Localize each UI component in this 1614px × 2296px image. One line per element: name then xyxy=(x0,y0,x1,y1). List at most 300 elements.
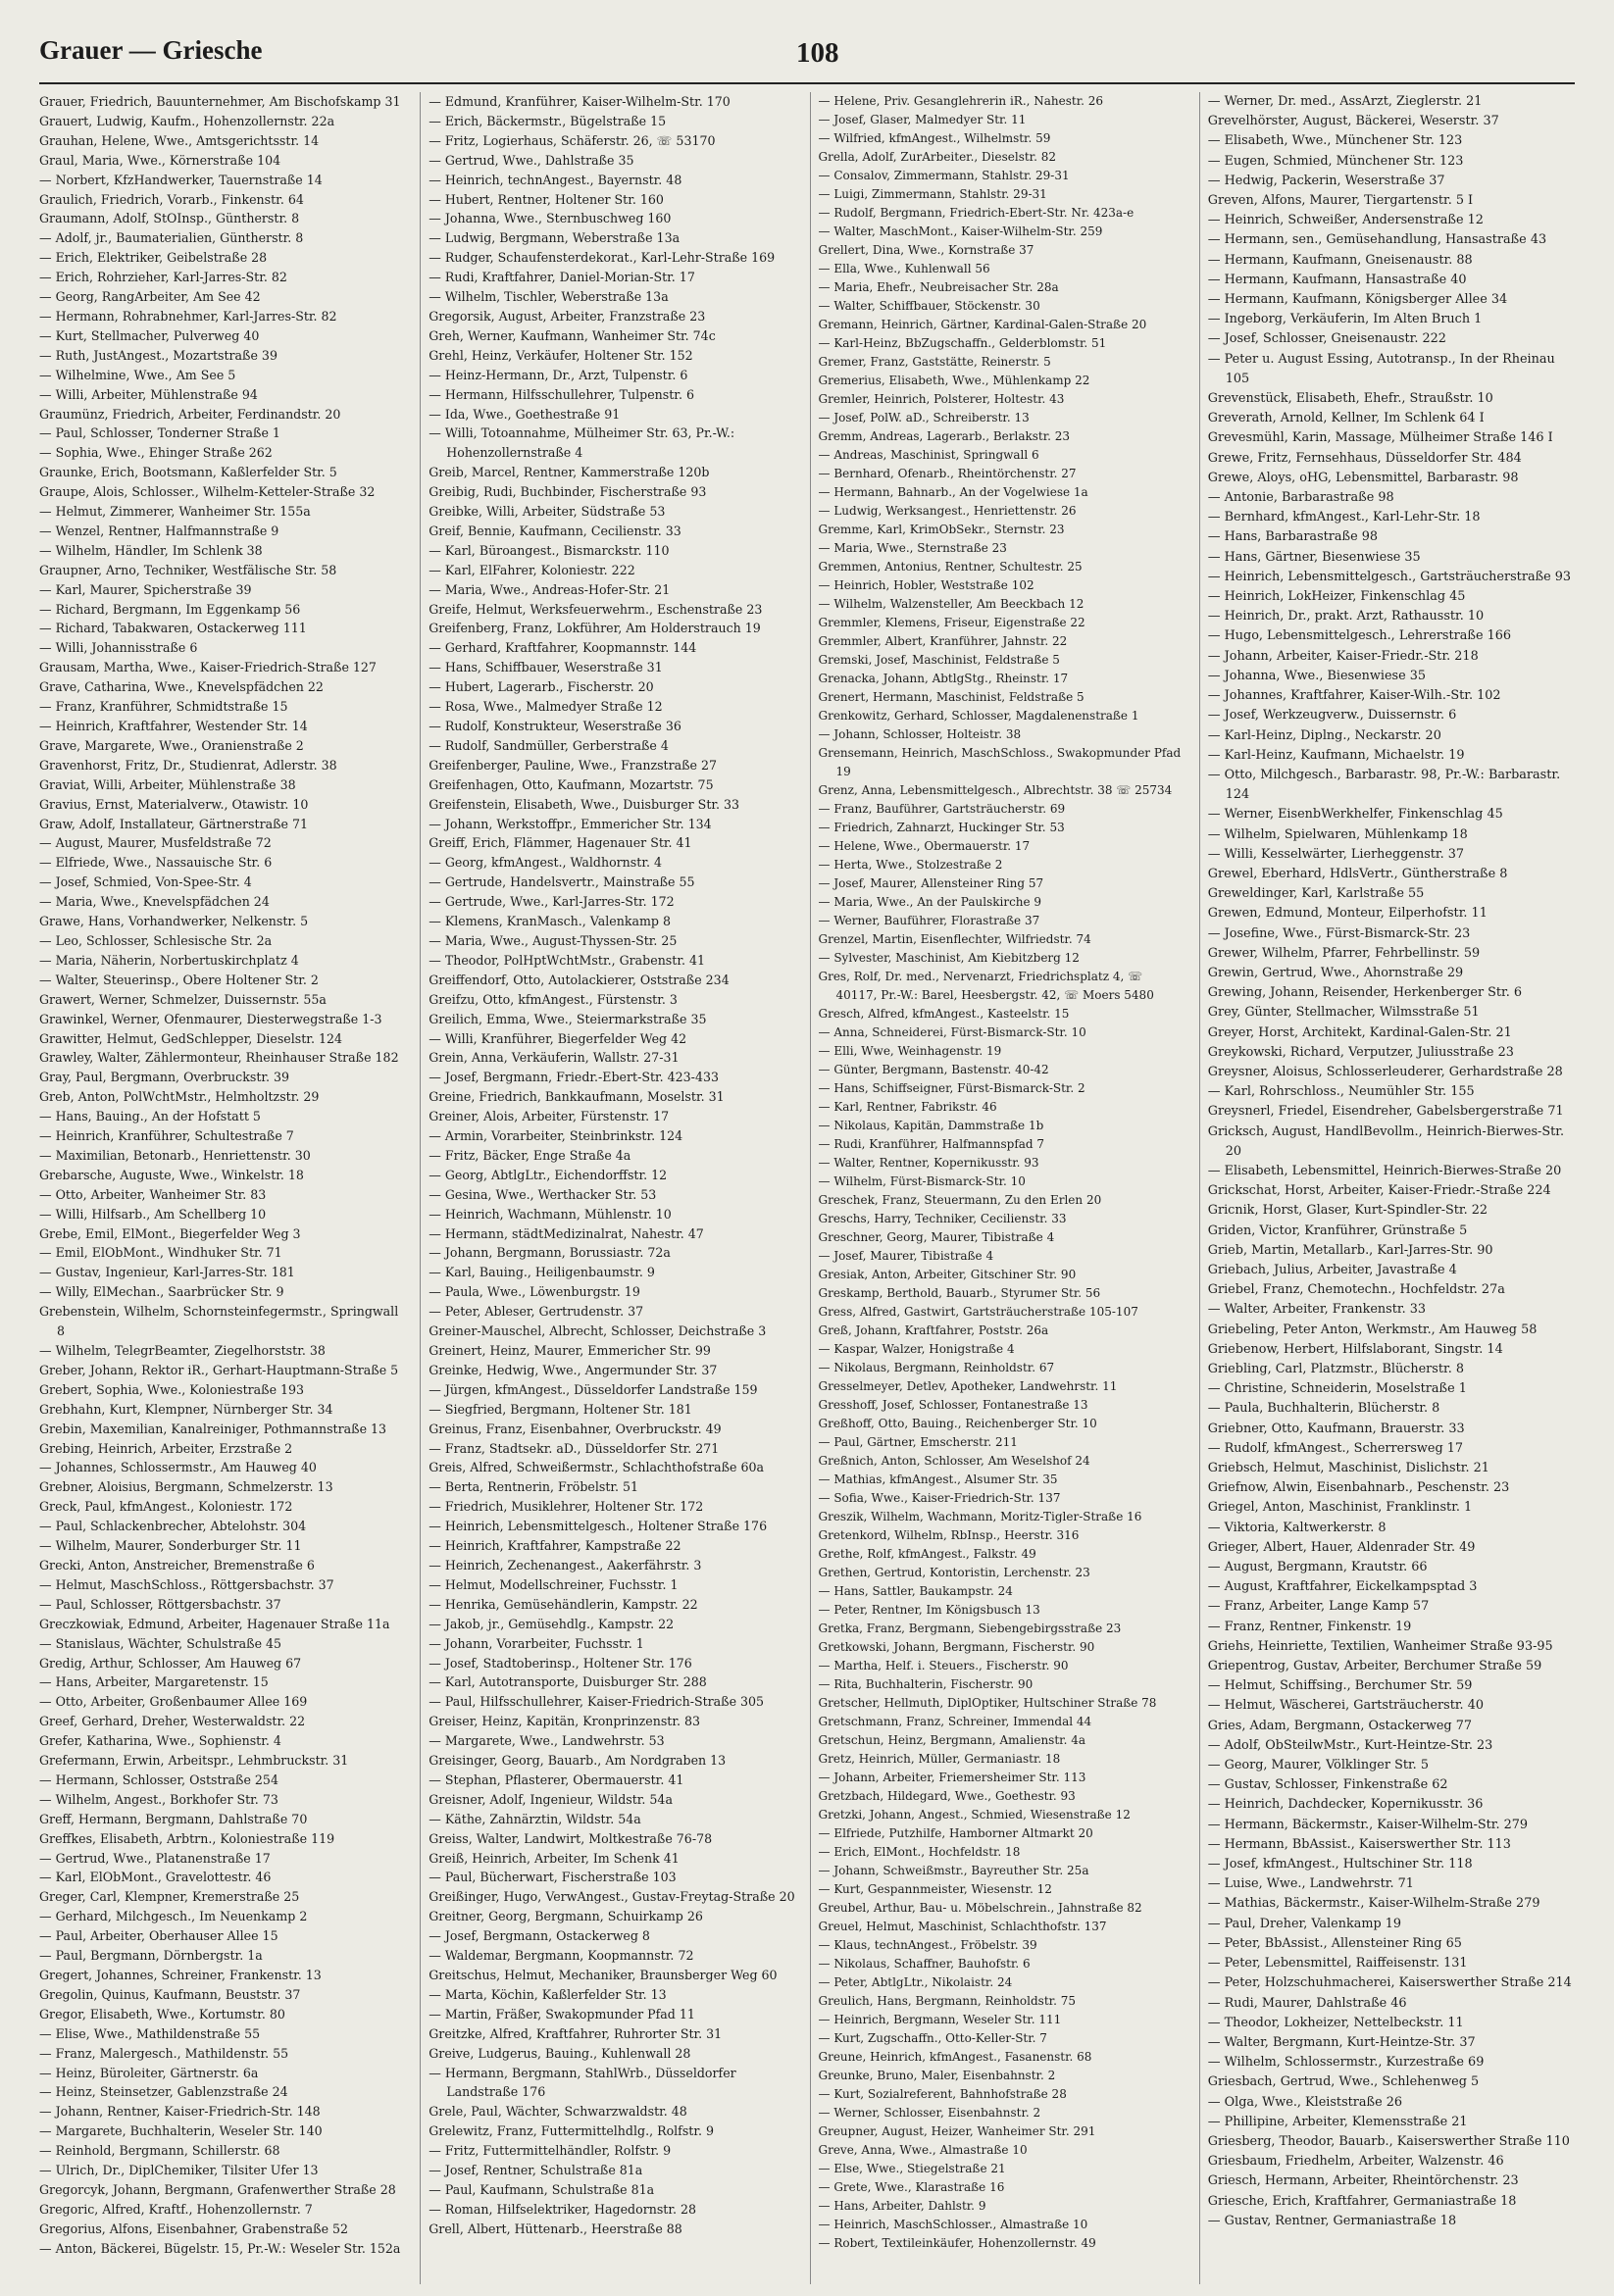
directory-entry: Graunke, Erich, Bootsmann, Kaßlerfelder Str. 5 xyxy=(39,465,337,480)
directory-entry: Grefer, Katharina, Wwe., Sophienstr. 4 xyxy=(39,1733,281,1749)
directory-entry: Greczkowiak, Edmund, Arbeiter, Hagenauer Straße 11a xyxy=(39,1616,390,1631)
directory-entry: Grauhan, Helene, Wwe., Amtsgerichtsstr. 14 xyxy=(39,132,320,148)
directory-entry: — Hermann, BbAssist., Kaiserswerther Str. 113 xyxy=(1207,1836,1511,1852)
directory-entry: — Karl, Maurer, Spicherstraße 39 xyxy=(39,581,252,597)
directory-entry: Grenzel, Martin, Eisenflechter, Wilfriedstr. 74 xyxy=(818,932,1091,946)
directory-entry: Grethen, Gertrud, Kontoristin, Lerchenstr. 23 xyxy=(818,1566,1090,1579)
directory-entry: Gravenhorst, Fritz, Dr., Studienrat, Adlerstr. 38 xyxy=(39,757,337,773)
directory-entry: — Peter, AbtlgLtr., Nikolaistr. 24 xyxy=(818,1975,1013,1989)
directory-entry: — Karl, Bauing., Heiligenbaumstr. 9 xyxy=(429,1265,655,1280)
directory-entry: — Walter, Schiffbauer, Stöckenstr. 30 xyxy=(818,299,1040,313)
directory-entry: Gremer, Franz, Gaststätte, Reinerstr. 5 xyxy=(818,355,1051,369)
directory-entry: Greschner, Georg, Maurer, Tibistraße 4 xyxy=(818,1230,1055,1244)
directory-entry: — Heinrich, Kraftfahrer, Kampstraße 22 xyxy=(429,1538,681,1554)
directory-entry: — Friedrich, Musiklehrer, Holtener Str. 172 xyxy=(429,1499,704,1515)
directory-entry: — Hans, Arbeiter, Margaretenstr. 15 xyxy=(39,1674,269,1690)
directory-entry: Greifenberger, Pauline, Wwe., Franzstraße 27 xyxy=(429,757,718,773)
directory-entry: Greife, Helmut, Werksfeuerwehrm., Eschenstraße 23 xyxy=(429,601,763,617)
directory-entry: Griesch, Hermann, Arbeiter, Rheintörchenstr. 23 xyxy=(1207,2173,1519,2189)
directory-entry: — Georg, AbtlgLtr., Eichendorffstr. 12 xyxy=(429,1167,668,1182)
directory-entry: — Otto, Milchgesch., Barbarastr. 98, Pr.-W.: Barbarastr. 124 xyxy=(1207,767,1561,803)
directory-entry: — Helmut, Modellschreiner, Fuchsstr. 1 xyxy=(429,1576,679,1592)
directory-entry: — Johanna, Wwe., Biesenwiese 35 xyxy=(1207,668,1427,683)
directory-entry: — Heinrich, Lebensmittelgesch., Holtener Straße 176 xyxy=(429,1519,768,1534)
directory-entry: — Grete, Wwe., Klarastraße 16 xyxy=(818,2180,1005,2194)
directory-entry: Gresch, Alfred, kfmAngest., Kasteelstr. 15 xyxy=(818,1007,1070,1021)
directory-entry: Grenert, Hermann, Maschinist, Feldstraße 5 xyxy=(818,690,1084,704)
directory-entry: Gresselmeyer, Detlev, Apotheker, Landwehrstr. 11 xyxy=(818,1379,1118,1393)
directory-entry: — Hans, Arbeiter, Dahlstr. 9 xyxy=(818,2199,986,2213)
directory-entry: — Heinrich, Zechenangest., Aakerfährstr. 3 xyxy=(429,1557,702,1572)
directory-entry: — Hedwig, Packerin, Weserstraße 37 xyxy=(1207,173,1445,188)
directory-entry: Griebach, Julius, Arbeiter, Javastraße 4 xyxy=(1207,1262,1457,1277)
directory-entry: — Georg, kfmAngest., Waldhornstr. 4 xyxy=(429,855,662,871)
directory-entry: Greubel, Arthur, Bau- u. Möbelschrein., Jahnstraße 82 xyxy=(818,1901,1142,1915)
directory-entry: — Franz, Malergesch., Mathildenstr. 55 xyxy=(39,2045,289,2061)
directory-entry: — Gertrud, Wwe., Dahlstraße 35 xyxy=(429,152,634,168)
directory-entry: — Hermann, Bahnarb., An der Vogelwiese 1a xyxy=(818,485,1088,499)
directory-entry: — Wilhelm, TelegrBeamter, Ziegelhorststr. 38 xyxy=(39,1343,326,1358)
directory-entry: — Helene, Wwe., Obermauerstr. 17 xyxy=(818,839,1031,853)
directory-entry: — Hermann, städtMedizinalrat, Nahestr. 47 xyxy=(429,1225,704,1241)
directory-entry: — Stanislaus, Wächter, Schulstraße 45 xyxy=(39,1635,282,1651)
directory-entry: — Kurt, Stellmacher, Pulverweg 40 xyxy=(39,327,260,343)
directory-entry: Grebhahn, Kurt, Klempner, Nürnberger Str. 34 xyxy=(39,1401,333,1417)
directory-entry: — Fritz, Bäcker, Enge Straße 4a xyxy=(429,1147,631,1163)
directory-entry: Greven, Alfons, Maurer, Tiergartenstr. 5 I xyxy=(1207,193,1474,209)
directory-entry: — Werner, Schlosser, Eisenbahnstr. 2 xyxy=(818,2106,1041,2120)
page-header xyxy=(39,35,1579,75)
directory-entry: — Helmut, Zimmerer, Wanheimer Str. 155a xyxy=(39,504,311,520)
directory-entry: Grieb, Martin, Metallarb., Karl-Jarres-Str. 90 xyxy=(1207,1242,1493,1258)
directory-entry: — Martha, Helf. i. Steuers., Fischerstr. 90 xyxy=(818,1659,1069,1672)
directory-entry: — Gerhard, Milchgesch., Im Neuenkamp 2 xyxy=(39,1909,308,1924)
directory-entry: — Antonie, Barbarastraße 98 xyxy=(1207,490,1394,506)
directory-entry: — Josefine, Wwe., Fürst-Bismarck-Str. 23 xyxy=(1207,925,1471,941)
directory-entry: — Wilhelm, Tischler, Weberstraße 13a xyxy=(429,289,669,305)
directory-entry: Grele, Paul, Wächter, Schwarzwaldstr. 48 xyxy=(429,2104,687,2120)
directory-entry: — Kurt, Gespannmeister, Wiesenstr. 12 xyxy=(818,1882,1052,1896)
directory-entry: Greck, Paul, kfmAngest., Koloniestr. 172 xyxy=(39,1499,293,1515)
directory-entry: Gregoric, Alfred, Kraftf., Hohenzollernstr. 7 xyxy=(39,2201,313,2217)
directory-entry: — Elise, Wwe., Mathildenstraße 55 xyxy=(39,2025,261,2041)
directory-entry: Greunke, Bruno, Maler, Eisenbahnstr. 2 xyxy=(818,2069,1056,2082)
directory-entry: Greive, Ludgerus, Bauing., Kuhlenwall 28 xyxy=(429,2045,691,2061)
directory-entry: Grein, Anna, Verkäuferin, Wallstr. 27-31 xyxy=(429,1050,680,1066)
directory-entry: Graumünz, Friedrich, Arbeiter, Ferdinandstr. 20 xyxy=(39,406,341,422)
directory-entry: Greßnich, Anton, Schlosser, Am Weselshof 24 xyxy=(818,1454,1090,1468)
directory-entry: Gremme, Karl, KrimObSekr., Sternstr. 23 xyxy=(818,523,1065,536)
directory-entry: Grewin, Gertrud, Wwe., Ahornstraße 29 xyxy=(1207,965,1464,980)
directory-entry: — Ida, Wwe., Goethestraße 91 xyxy=(429,406,621,422)
directory-entry: — Peter, BbAssist., Allensteiner Ring 65 xyxy=(1207,1935,1462,1951)
directory-entry: — Theodor, Lokheizer, Nettelbeckstr. 11 xyxy=(1207,2015,1464,2030)
directory-entry: Greiff, Erich, Flämmer, Hagenauer Str. 41 xyxy=(429,835,692,851)
directory-entry: — Hermann, Kaufmann, Gneisenaustr. 88 xyxy=(1207,252,1473,268)
directory-entry: — Fritz, Futtermittelhändler, Rolfstr. 9 xyxy=(429,2143,672,2159)
directory-entry: — Siegfried, Bergmann, Holtener Str. 181 xyxy=(429,1401,692,1417)
directory-entry: — Walter, Bergmann, Kurt-Heintze-Str. 37 xyxy=(1207,2034,1476,2050)
directory-entry: Griegel, Anton, Maschinist, Franklinstr. 1 xyxy=(1207,1500,1473,1516)
directory-entry: — Berta, Rentnerin, Fröbelstr. 51 xyxy=(429,1479,639,1495)
directory-entry: — Franz, Bauführer, Gartsträucherstr. 69 xyxy=(818,802,1066,816)
directory-entry: — Hermann, Bäckermstr., Kaiser-Wilhelm-Str. 279 xyxy=(1207,1817,1529,1832)
directory-entry: — Hans, Schiffseigner, Fürst-Bismarck-Str. 2 xyxy=(818,1081,1085,1095)
directory-entry: — Maria, Wwe., August-Thyssen-Str. 25 xyxy=(429,932,678,948)
directory-entry: — Walter, MaschMont., Kaiser-Wilhelm-Str. 259 xyxy=(818,225,1103,238)
directory-entry: — Karl-Heinz, BbZugschaffn., Gelderblomstr. 51 xyxy=(818,336,1107,350)
directory-entry: — Walter, Rentner, Kopernikusstr. 93 xyxy=(818,1156,1039,1170)
directory-entry: — Hermann, Kaufmann, Hansastraße 40 xyxy=(1207,272,1467,287)
directory-entry: — Hans, Schiffbauer, Weserstraße 31 xyxy=(429,660,663,675)
directory-entry: Greuel, Helmut, Maschinist, Schlachthofstr. 137 xyxy=(818,1920,1107,1933)
directory-entry: Grebe, Emil, ElMont., Biegerfelder Weg 3 xyxy=(39,1225,301,1241)
directory-entry: — Emil, ElObMont., Windhuker Str. 71 xyxy=(39,1245,282,1261)
directory-entry: — Karl, Rohrschloss., Neumühler Str. 155 xyxy=(1207,1084,1475,1100)
directory-entry: — Maria, Wwe., An der Paulskirche 9 xyxy=(818,895,1042,909)
directory-entry: Greilich, Emma, Wwe., Steiermarkstraße 35 xyxy=(429,1011,707,1026)
directory-entry: — Robert, Textileinkäufer, Hohenzollernstr. 49 xyxy=(818,2236,1096,2250)
directory-entry: Gremann, Heinrich, Gärtner, Kardinal-Galen-Straße 20 xyxy=(818,318,1147,331)
directory-entry: — Peter u. August Essing, Autotransp., In der Rheinau 105 xyxy=(1207,351,1555,386)
directory-entry: — Kaspar, Walzer, Honigstraße 4 xyxy=(818,1342,1015,1356)
directory-entry: — Phillipine, Arbeiter, Klemensstraße 21 xyxy=(1207,2114,1468,2129)
directory-entry: — Rudolf, Bergmann, Friedrich-Ebert-Str. Nr. 423a-e xyxy=(818,206,1135,220)
directory-entry: — Helmut, Wäscherei, Gartsträucherstr. 40 xyxy=(1207,1698,1484,1714)
directory-entry: Grebin, Maxemilian, Kanalreiniger, Pothmannstraße 13 xyxy=(39,1421,387,1436)
directory-entry: Grevelhörster, August, Bäckerei, Weserstr. 37 xyxy=(1207,114,1499,129)
directory-entry: — Hermann, Bergmann, StahlWrb., Düsseldorfer Landstraße 176 xyxy=(429,2065,736,2100)
directory-entry: — Johannes, Kraftfahrer, Kaiser-Wilh.-Str. 102 xyxy=(1207,688,1501,704)
directory-entry: Gregert, Johannes, Schreiner, Frankenstr. 13 xyxy=(39,1968,322,1982)
directory-entry: Griden, Victor, Kranführer, Grünstraße 5 xyxy=(1207,1223,1468,1238)
directory-entry: Greß, Johann, Kraftfahrer, Poststr. 26a xyxy=(818,1323,1049,1337)
directory-entry: Greupner, August, Heizer, Wanheimer Str. 291 xyxy=(818,2124,1096,2138)
directory-entry: — Elfriede, Putzhilfe, Hamborner Altmarkt 20 xyxy=(818,1826,1093,1840)
directory-entry: Greiner-Mauschel, Albrecht, Schlosser, Deichstraße 3 xyxy=(429,1323,767,1339)
page-number: 108 xyxy=(796,37,839,69)
directory-entry: — Klemens, KranMasch., Valenkamp 8 xyxy=(429,914,671,929)
directory-entry: — Willi, Arbeiter, Mühlenstraße 94 xyxy=(39,386,258,402)
directory-entry: — Johann, Arbeiter, Kaiser-Friedr.-Str. 218 xyxy=(1207,648,1479,664)
directory-entry: — Franz, Stadtsekr. aD., Düsseldorfer Str. 271 xyxy=(429,1440,720,1456)
directory-entry: — Nikolaus, Bergmann, Reinholdstr. 67 xyxy=(818,1361,1055,1374)
directory-entry: Gregorius, Alfons, Eisenbahner, Grabenstraße 52 xyxy=(39,2221,349,2236)
directory-entry: Gretschmann, Franz, Schreiner, Immendal 44 xyxy=(818,1715,1092,1728)
directory-entry: Greitschus, Helmut, Mechaniker, Braunsberger Weg 60 xyxy=(429,1968,778,1982)
directory-entry: — Karl, Büroangest., Bismarckstr. 110 xyxy=(429,542,670,558)
directory-entry: Greiser, Heinz, Kapitän, Kronprinzenstr. 83 xyxy=(429,1714,701,1729)
directory-entry: Greifenhagen, Otto, Kaufmann, Mozartstr. 75 xyxy=(429,776,714,792)
directory-entry: — Viktoria, Kaltwerkerstr. 8 xyxy=(1207,1520,1387,1535)
directory-entry: — Heinrich, technAngest., Bayernstr. 48 xyxy=(429,172,682,187)
directory-entry: — Henrika, Gemüsehändlerin, Kampstr. 22 xyxy=(429,1596,698,1612)
directory-entry: — Erich, ElMont., Hochfeldstr. 18 xyxy=(818,1845,1021,1859)
directory-entry: Griepentrog, Gustav, Arbeiter, Berchumer Straße 59 xyxy=(1207,1659,1542,1674)
directory-entry: — Johann, Werkstoffpr., Emmericher Str. 134 xyxy=(429,816,712,831)
directory-entry: Greschek, Franz, Steuermann, Zu den Erlen 20 xyxy=(818,1193,1102,1207)
directory-entry: — Franz, Kranführer, Schmidtstraße 15 xyxy=(39,699,288,715)
directory-entry: — Werner, EisenbWerkhelfer, Finkenschlag 45 xyxy=(1207,807,1503,823)
directory-entry: — Heinrich, LokHeizer, Finkenschlag 45 xyxy=(1207,589,1466,605)
directory-entry: Greysner, Aloisus, Schlosserleuderer, Gerhardstraße 28 xyxy=(1207,1064,1563,1079)
directory-entry: — Willi, Hilfsarb., Am Schellberg 10 xyxy=(39,1206,267,1222)
directory-entry: Greb, Anton, PolWchtMstr., Helmholtzstr. 29 xyxy=(39,1089,320,1105)
directory-entry: — Karl, Autotransporte, Duisburger Str. 288 xyxy=(429,1674,707,1690)
column-4 xyxy=(1199,92,1575,2284)
directory-entry: — Josef, Stadtoberinsp., Holtener Str. 176 xyxy=(429,1655,692,1671)
directory-entry: — Gesina, Wwe., Werthacker Str. 53 xyxy=(429,1186,657,1202)
directory-entry: — Rudolf, Konstrukteur, Weserstraße 36 xyxy=(429,719,681,733)
directory-entry: — Gerhard, Kraftfahrer, Koopmannstr. 144 xyxy=(429,640,697,656)
directory-entry: Gremerius, Elisabeth, Wwe., Mühlenkamp 22 xyxy=(818,374,1090,387)
directory-entry: Grewe, Aloys, oHG, Lebensmittel, Barbarastr. 98 xyxy=(1207,470,1519,485)
directory-entry: — Mathias, Bäckermstr., Kaiser-Wilhelm-Straße 279 xyxy=(1207,1896,1540,1912)
directory-entry: Grawley, Walter, Zählermonteur, Rheinhauser Straße 182 xyxy=(39,1050,399,1066)
directory-entry: — Elisabeth, Lebensmittel, Heinrich-Bierwes-Straße 20 xyxy=(1207,1163,1562,1178)
directory-entry: Greef, Gerhard, Dreher, Westerwaldstr. 22 xyxy=(39,1714,306,1729)
directory-entry: Grenacka, Johann, AbtlgStg., Rheinstr. 17 xyxy=(818,672,1069,685)
directory-entry: Griesbaum, Friedhelm, Arbeiter, Walzenstr. 46 xyxy=(1207,2154,1504,2170)
directory-entry: Grebner, Aloisius, Bergmann, Schmelzerstr. 13 xyxy=(39,1479,333,1495)
directory-entry: — Hans, Sattler, Baukampstr. 24 xyxy=(818,1584,1013,1598)
directory-entry: — Wenzel, Rentner, Halfmannstraße 9 xyxy=(39,523,279,538)
directory-entry: Grauer, Friedrich, Bauunternehmer, Am Bischofskamp 31 xyxy=(39,94,401,109)
directory-entry: — Maria, Näherin, Norbertuskirchplatz 4 xyxy=(39,952,299,968)
directory-entry: — Adolf, jr., Baumaterialien, Güntherstr. 8 xyxy=(39,230,304,246)
directory-entry: — Karl, ElObMont., Gravelottestr. 46 xyxy=(39,1870,272,1885)
directory-entry: — Käthe, Zahnärztin, Wildstr. 54a xyxy=(429,1811,641,1826)
directory-entry: Greykowski, Richard, Verputzer, Juliusstraße 23 xyxy=(1207,1044,1514,1060)
directory-entry: — Hermann, Schlosser, Oststraße 254 xyxy=(39,1772,278,1787)
directory-entry: Graulich, Friedrich, Vorarb., Finkenstr. 64 xyxy=(39,191,304,207)
directory-entry: — Erich, Elektriker, Geibelstraße 28 xyxy=(39,250,268,266)
directory-entry: — Willi, Kranführer, Biegerfelder Weg 42 xyxy=(429,1030,687,1046)
directory-entry: — Fritz, Logierhaus, Schäferstr. 26, ☏ 53170 xyxy=(429,132,716,148)
directory-entry: — Heinrich, Hobler, Weststraße 102 xyxy=(818,578,1034,592)
directory-entry: Gretkowski, Johann, Bergmann, Fischerstr. 90 xyxy=(818,1640,1095,1654)
directory-entry: Greszik, Wilhelm, Wachmann, Moritz-Tigler-Straße 16 xyxy=(818,1510,1142,1523)
directory-entry: — Paul, Arbeiter, Oberhauser Allee 15 xyxy=(39,1928,278,1944)
directory-entry: — Josef, PolW. aD., Schreiberstr. 13 xyxy=(818,411,1030,424)
directory-entry: — Josef, Schmied, Von-Spee-Str. 4 xyxy=(39,874,252,890)
directory-entry: — Helene, Priv. Gesanglehrerin iR., Nahestr. 26 xyxy=(818,94,1104,108)
header-rule xyxy=(39,82,1575,84)
directory-entry: Grevenstück, Elisabeth, Ehefr., Straußstr. 10 xyxy=(1207,391,1493,407)
directory-entry: Griesbach, Gertrud, Wwe., Schlehenweg 5 xyxy=(1207,2074,1480,2090)
directory-entry: — Maria, Wwe., Andreas-Hofer-Str. 21 xyxy=(429,581,671,597)
directory-entry: — Martin, Fräßer, Swakopmunder Pfad 11 xyxy=(429,2006,695,2021)
directory-entry: Greibig, Rudi, Buchbinder, Fischerstraße 93 xyxy=(429,484,707,500)
directory-entry: — Maria, Ehefr., Neubreisacher Str. 28a xyxy=(818,280,1059,294)
directory-entry: — Erich, Bäckermstr., Bügelstraße 15 xyxy=(429,113,667,128)
directory-entry: — Heinz, Steinsetzer, Gablenzstraße 24 xyxy=(39,2084,288,2100)
directory-entry: — Luigi, Zimmermann, Stahlstr. 29-31 xyxy=(818,187,1047,201)
directory-entry: — Maximilian, Betonarb., Henriettenstr. 30 xyxy=(39,1147,311,1163)
directory-entry: — Rudger, Schaufensterdekorat., Karl-Lehr-Straße 169 xyxy=(429,250,776,266)
directory-entry: Greiss, Walter, Landwirt, Moltkestraße 76-78 xyxy=(429,1830,713,1846)
directory-entry: — Jakob, jr., Gemüsehdlg., Kampstr. 22 xyxy=(429,1616,675,1631)
directory-entry: Griebenow, Herbert, Hilfslaborant, Singstr. 14 xyxy=(1207,1341,1503,1357)
directory-entry: Gredig, Arthur, Schlosser, Am Hauweg 67 xyxy=(39,1655,302,1671)
directory-entry: Gregorsik, August, Arbeiter, Franzstraße 23 xyxy=(429,308,706,324)
directory-entry: — Hubert, Lagerarb., Fischerstr. 20 xyxy=(429,679,654,695)
directory-entry: Gretzki, Johann, Angest., Schmied, Wiesenstraße 12 xyxy=(818,1808,1131,1822)
directory-entry: — Wilfried, kfmAngest., Wilhelmstr. 59 xyxy=(818,131,1051,145)
directory-entry: — Rudi, Kranführer, Halfmannspfad 7 xyxy=(818,1137,1045,1151)
directory-entry: Gravius, Ernst, Materialverw., Otawistr. 10 xyxy=(39,796,309,812)
directory-entry: — Elli, Wwe, Weinhagenstr. 19 xyxy=(818,1044,1002,1058)
directory-entry: — Karl-Heinz, Diplng., Neckarstr. 20 xyxy=(1207,727,1441,743)
directory-entry: Gres, Rolf, Dr. med., Nervenarzt, Friedrichsplatz 4, ☏ 40117, Pr.-W.: Barel, Heesbergstr. 42, ☏ Moers 5480 xyxy=(818,970,1154,1002)
directory-entry: — Sofia, Wwe., Kaiser-Friedrich-Str. 137 xyxy=(818,1491,1061,1505)
column-3 xyxy=(810,92,1185,2284)
directory-entry: — Ruth, JustAngest., Mozartstraße 39 xyxy=(39,347,277,363)
directory-entry: Graw, Adolf, Installateur, Gärtnerstraße 71 xyxy=(39,816,308,831)
directory-entry: — Josef, Maurer, Tibistraße 4 xyxy=(818,1249,994,1263)
directory-entry: — Ella, Wwe., Kuhlenwall 56 xyxy=(818,262,990,275)
directory-entry: Grewe, Fritz, Fernsehhaus, Düsseldorfer Str. 484 xyxy=(1207,450,1522,466)
directory-entry: Greffkes, Elisabeth, Arbtrn., Koloniestraße 119 xyxy=(39,1830,335,1846)
directory-entry: — Ingeborg, Verkäuferin, Im Alten Bruch 1 xyxy=(1207,312,1483,327)
directory-entry: Grickschat, Horst, Arbeiter, Kaiser-Friedr.-Straße 224 xyxy=(1207,1183,1551,1199)
directory-entry: — Georg, Maurer, Völklinger Str. 5 xyxy=(1207,1758,1429,1773)
directory-entry: — Josef, kfmAngest., Hultschiner Str. 118 xyxy=(1207,1857,1473,1872)
directory-entry: — Leo, Schlosser, Schlesische Str. 2a xyxy=(39,932,273,948)
directory-entry: Grebarsche, Auguste, Wwe., Winkelstr. 18 xyxy=(39,1167,304,1182)
directory-entry: — Paul, Bergmann, Dörnbergstr. 1a xyxy=(39,1948,263,1964)
directory-entry: — Heinz-Hermann, Dr., Arzt, Tulpenstr. 6 xyxy=(429,367,688,382)
directory-entry: — Willy, ElMechan., Saarbrücker Str. 9 xyxy=(39,1284,284,1300)
directory-entry: Greine, Friedrich, Bankkaufmann, Moselstr. 31 xyxy=(429,1089,725,1105)
directory-entry: — August, Bergmann, Krautstr. 66 xyxy=(1207,1560,1428,1575)
directory-entry: Grehl, Heinz, Verkäufer, Holtener Str. 152 xyxy=(429,347,693,363)
directory-entry: Grell, Albert, Hüttenarb., Heerstraße 88 xyxy=(429,2221,682,2236)
directory-entry: Griesberg, Theodor, Bauarb., Kaiserswerther Straße 110 xyxy=(1207,2133,1570,2149)
directory-entry: — Hermann, Kaufmann, Königsberger Allee 34 xyxy=(1207,292,1508,308)
directory-entry: — Peter, Ableser, Gertrudenstr. 37 xyxy=(429,1304,644,1320)
directory-entry: — Hugo, Lebensmittelgesch., Lehrerstraße 166 xyxy=(1207,628,1512,644)
directory-entry: — Johannes, Schlossermstr., Am Hauweg 40 xyxy=(39,1460,317,1475)
directory-entry: — Heinrich, Dr., prakt. Arzt, Rathausstr. 10 xyxy=(1207,609,1485,624)
directory-entry: — Norbert, KfzHandwerker, Tauernstraße 14 xyxy=(39,172,323,187)
directory-entry: Greweldinger, Karl, Karlstraße 55 xyxy=(1207,886,1425,902)
directory-entry: Grey, Günter, Stellmacher, Wilmsstraße 51 xyxy=(1207,1005,1480,1021)
directory-entry: — Johann, Schlosser, Holteistr. 38 xyxy=(818,727,1022,741)
directory-entry: — Luise, Wwe., Landwehrstr. 71 xyxy=(1207,1876,1414,1892)
directory-entry: Greif, Bennie, Kaufmann, Cecilienstr. 33 xyxy=(429,523,681,538)
directory-entry: — Gertrude, Wwe., Karl-Jarres-Str. 172 xyxy=(429,894,675,910)
directory-entry: — Josef, Rentner, Schulstraße 81a xyxy=(429,2163,643,2178)
directory-entry: Graupner, Arno, Techniker, Westfälische Str. 58 xyxy=(39,562,337,577)
directory-entry: — Stephan, Pflasterer, Obermauerstr. 41 xyxy=(429,1772,684,1787)
directory-entry: — Rudi, Kraftfahrer, Daniel-Morian-Str. 17 xyxy=(429,270,695,285)
directory-entry: — Mathias, kfmAngest., Alsumer Str. 35 xyxy=(818,1472,1058,1486)
directory-entry: — August, Kraftfahrer, Eickelkampsptad 3 xyxy=(1207,1579,1478,1595)
directory-entry: Gries, Adam, Bergmann, Ostackerweg 77 xyxy=(1207,1718,1472,1733)
directory-entry: — Waldemar, Bergmann, Koopmannstr. 72 xyxy=(429,1948,694,1964)
directory-entry: Gress, Alfred, Gastwirt, Gartsträucherstraße 105-107 xyxy=(818,1305,1138,1319)
directory-entry: — Willi, Kesselwärter, Lierheggenstr. 37 xyxy=(1207,846,1465,862)
directory-entry: Gricksch, August, HandlBevollm., Heinrich-Bierwes-Str. 20 xyxy=(1207,1123,1565,1159)
directory-entry: — Heinz, Büroleiter, Gärtnerstr. 6a xyxy=(39,2065,259,2080)
directory-entry: — Gustav, Ingenieur, Karl-Jarres-Str. 181 xyxy=(39,1265,295,1280)
directory-entry: — Reinhold, Bergmann, Schillerstr. 68 xyxy=(39,2143,280,2159)
directory-entry: — Else, Wwe., Stiegelstraße 21 xyxy=(818,2162,1006,2175)
directory-entry: — Wilhelm, Maurer, Sonderburger Str. 11 xyxy=(39,1538,302,1554)
directory-entry: Greune, Heinrich, kfmAngest., Fasanenstr. 68 xyxy=(818,2050,1092,2064)
directory-entry: — Nikolaus, Kapitän, Dammstraße 1b xyxy=(818,1119,1044,1132)
directory-entry: Greysnerl, Friedel, Eisendreher, Gabelsbergerstraße 71 xyxy=(1207,1104,1564,1120)
directory-entry: Graviat, Willi, Arbeiter, Mühlenstraße 38 xyxy=(39,776,296,792)
directory-entry: — Friedrich, Zahnarzt, Huckinger Str. 53 xyxy=(818,821,1065,834)
directory-entry: — Wilhelm, Angest., Borkhofer Str. 73 xyxy=(39,1791,278,1807)
directory-entry: — Nikolaus, Schaffner, Bauhofstr. 6 xyxy=(818,1957,1031,1971)
directory-entry: Greve, Anna, Wwe., Almastraße 10 xyxy=(818,2143,1028,2157)
directory-entry: — August, Maurer, Musfeldstraße 72 xyxy=(39,835,272,851)
directory-entry: Gretschun, Heinz, Bergmann, Amalienstr. 4a xyxy=(818,1733,1086,1747)
directory-entry: — Herta, Wwe., Stolzestraße 2 xyxy=(818,858,1003,872)
directory-entry: — Jürgen, kfmAngest., Düsseldorfer Landstraße 159 xyxy=(429,1381,758,1397)
directory-entry: — Olga, Wwe., Kleiststraße 26 xyxy=(1207,2094,1402,2110)
directory-entry: — Georg, RangArbeiter, Am See 42 xyxy=(39,289,261,305)
directory-entry: Grefermann, Erwin, Arbeitspr., Lehmbruckstr. 31 xyxy=(39,1753,349,1769)
directory-entry: Grenkowitz, Gerhard, Schlosser, Magdalenenstraße 1 xyxy=(818,709,1139,723)
directory-entry: — Johann, Arbeiter, Friemersheimer Str. 113 xyxy=(818,1771,1086,1784)
directory-entry: — Wilhelm, Händler, Im Schlenk 38 xyxy=(39,542,263,558)
directory-entry: — Roman, Hilfselektriker, Hagedornstr. 28 xyxy=(429,2201,697,2217)
directory-entry: — Armin, Vorarbeiter, Steinbrinkstr. 124 xyxy=(429,1128,683,1144)
directory-entry: — Peter, Holzschuhmacherei, Kaiserswerther Straße 214 xyxy=(1207,1975,1572,1991)
directory-entry: Gregor, Elisabeth, Wwe., Kortumstr. 80 xyxy=(39,2006,285,2021)
directory-entry: Grenz, Anna, Lebensmittelgesch., Albrechtstr. 38 ☏ 25734 xyxy=(818,783,1173,797)
directory-entry: — Josef, Bergmann, Ostackerweg 8 xyxy=(429,1928,650,1944)
directory-entry: — Helmut, Schiffsing., Berchumer Str. 59 xyxy=(1207,1678,1473,1694)
directory-entry: Gremski, Josef, Maschinist, Feldstraße 5 xyxy=(818,653,1060,667)
directory-entry: Gremmen, Antonius, Rentner, Schultestr. 25 xyxy=(818,560,1083,574)
directory-entry: — Heinrich, Dachdecker, Kopernikusstr. 36 xyxy=(1207,1797,1484,1813)
directory-entry: Greib, Marcel, Rentner, Kammerstraße 120b xyxy=(429,465,710,480)
directory-entry: — Bernhard, kfmAngest., Karl-Lehr-Str. 18 xyxy=(1207,510,1481,525)
directory-entry: — Kurt, Sozialreferent, Bahnhofstraße 28 xyxy=(818,2087,1067,2101)
directory-entry: Grave, Catharina, Wwe., Knevelspfädchen 22 xyxy=(39,679,324,695)
directory-entry: — Paula, Buchhalterin, Blücherstr. 8 xyxy=(1207,1401,1440,1417)
directory-entry: — Wilhelmine, Wwe., Am See 5 xyxy=(39,367,236,382)
directory-entry: — Kurt, Zugschaffn., Otto-Keller-Str. 7 xyxy=(818,2031,1047,2045)
directory-entry: — Rita, Buchhalterin, Fischerstr. 90 xyxy=(818,1677,1034,1691)
directory-entry: Greyer, Horst, Architekt, Kardinal-Galen-Str. 21 xyxy=(1207,1024,1512,1040)
directory-entry: Grebenstein, Wilhelm, Schornsteinfegermstr., Springwall 8 xyxy=(39,1304,399,1339)
directory-entry: — Klaus, technAngest., Fröbelstr. 39 xyxy=(818,1938,1037,1952)
directory-entry: — Ludwig, Werksangest., Henriettenstr. 26 xyxy=(818,504,1077,518)
directory-entry: Grawinkel, Werner, Ofenmaurer, Diesterwegstraße 1-3 xyxy=(39,1011,382,1026)
directory-entry: Greisinger, Georg, Bauarb., Am Nordgraben 13 xyxy=(429,1753,727,1769)
directory-entry: Greifenstein, Elisabeth, Wwe., Duisburger Str. 33 xyxy=(429,796,740,812)
directory-entry: Gray, Paul, Bergmann, Overbruckstr. 39 xyxy=(39,1070,290,1085)
directory-entry: — Hermann, Rohrabnehmer, Karl-Jarres-Str. 82 xyxy=(39,308,337,324)
directory-entry: Greff, Hermann, Bergmann, Dahlstraße 70 xyxy=(39,1811,308,1826)
directory-entry: Grewen, Edmund, Monteur, Eilperhofstr. 11 xyxy=(1207,906,1488,922)
directory-entry: — Walter, Steuerinsp., Obere Holtener Str. 2 xyxy=(39,972,319,987)
directory-entry: Graul, Maria, Wwe., Körnerstraße 104 xyxy=(39,152,281,168)
directory-entry: Griebsch, Helmut, Maschinist, Dislichstr. 21 xyxy=(1207,1461,1489,1476)
directory-entry: Greber, Johann, Rektor iR., Gerhart-Hauptmann-Straße 5 xyxy=(39,1362,399,1377)
directory-entry: — Christine, Schneiderin, Moselstraße 1 xyxy=(1207,1381,1467,1397)
directory-entry: — Hans, Gärtner, Biesenwiese 35 xyxy=(1207,549,1421,565)
directory-entry: Greitzke, Alfred, Kraftfahrer, Ruhrorter Str. 31 xyxy=(429,2025,723,2041)
directory-entry: — Josef, Glaser, Malmedyer Str. 11 xyxy=(818,113,1027,126)
directory-entry: — Paul, Kaufmann, Schulstraße 81a xyxy=(429,2181,655,2197)
